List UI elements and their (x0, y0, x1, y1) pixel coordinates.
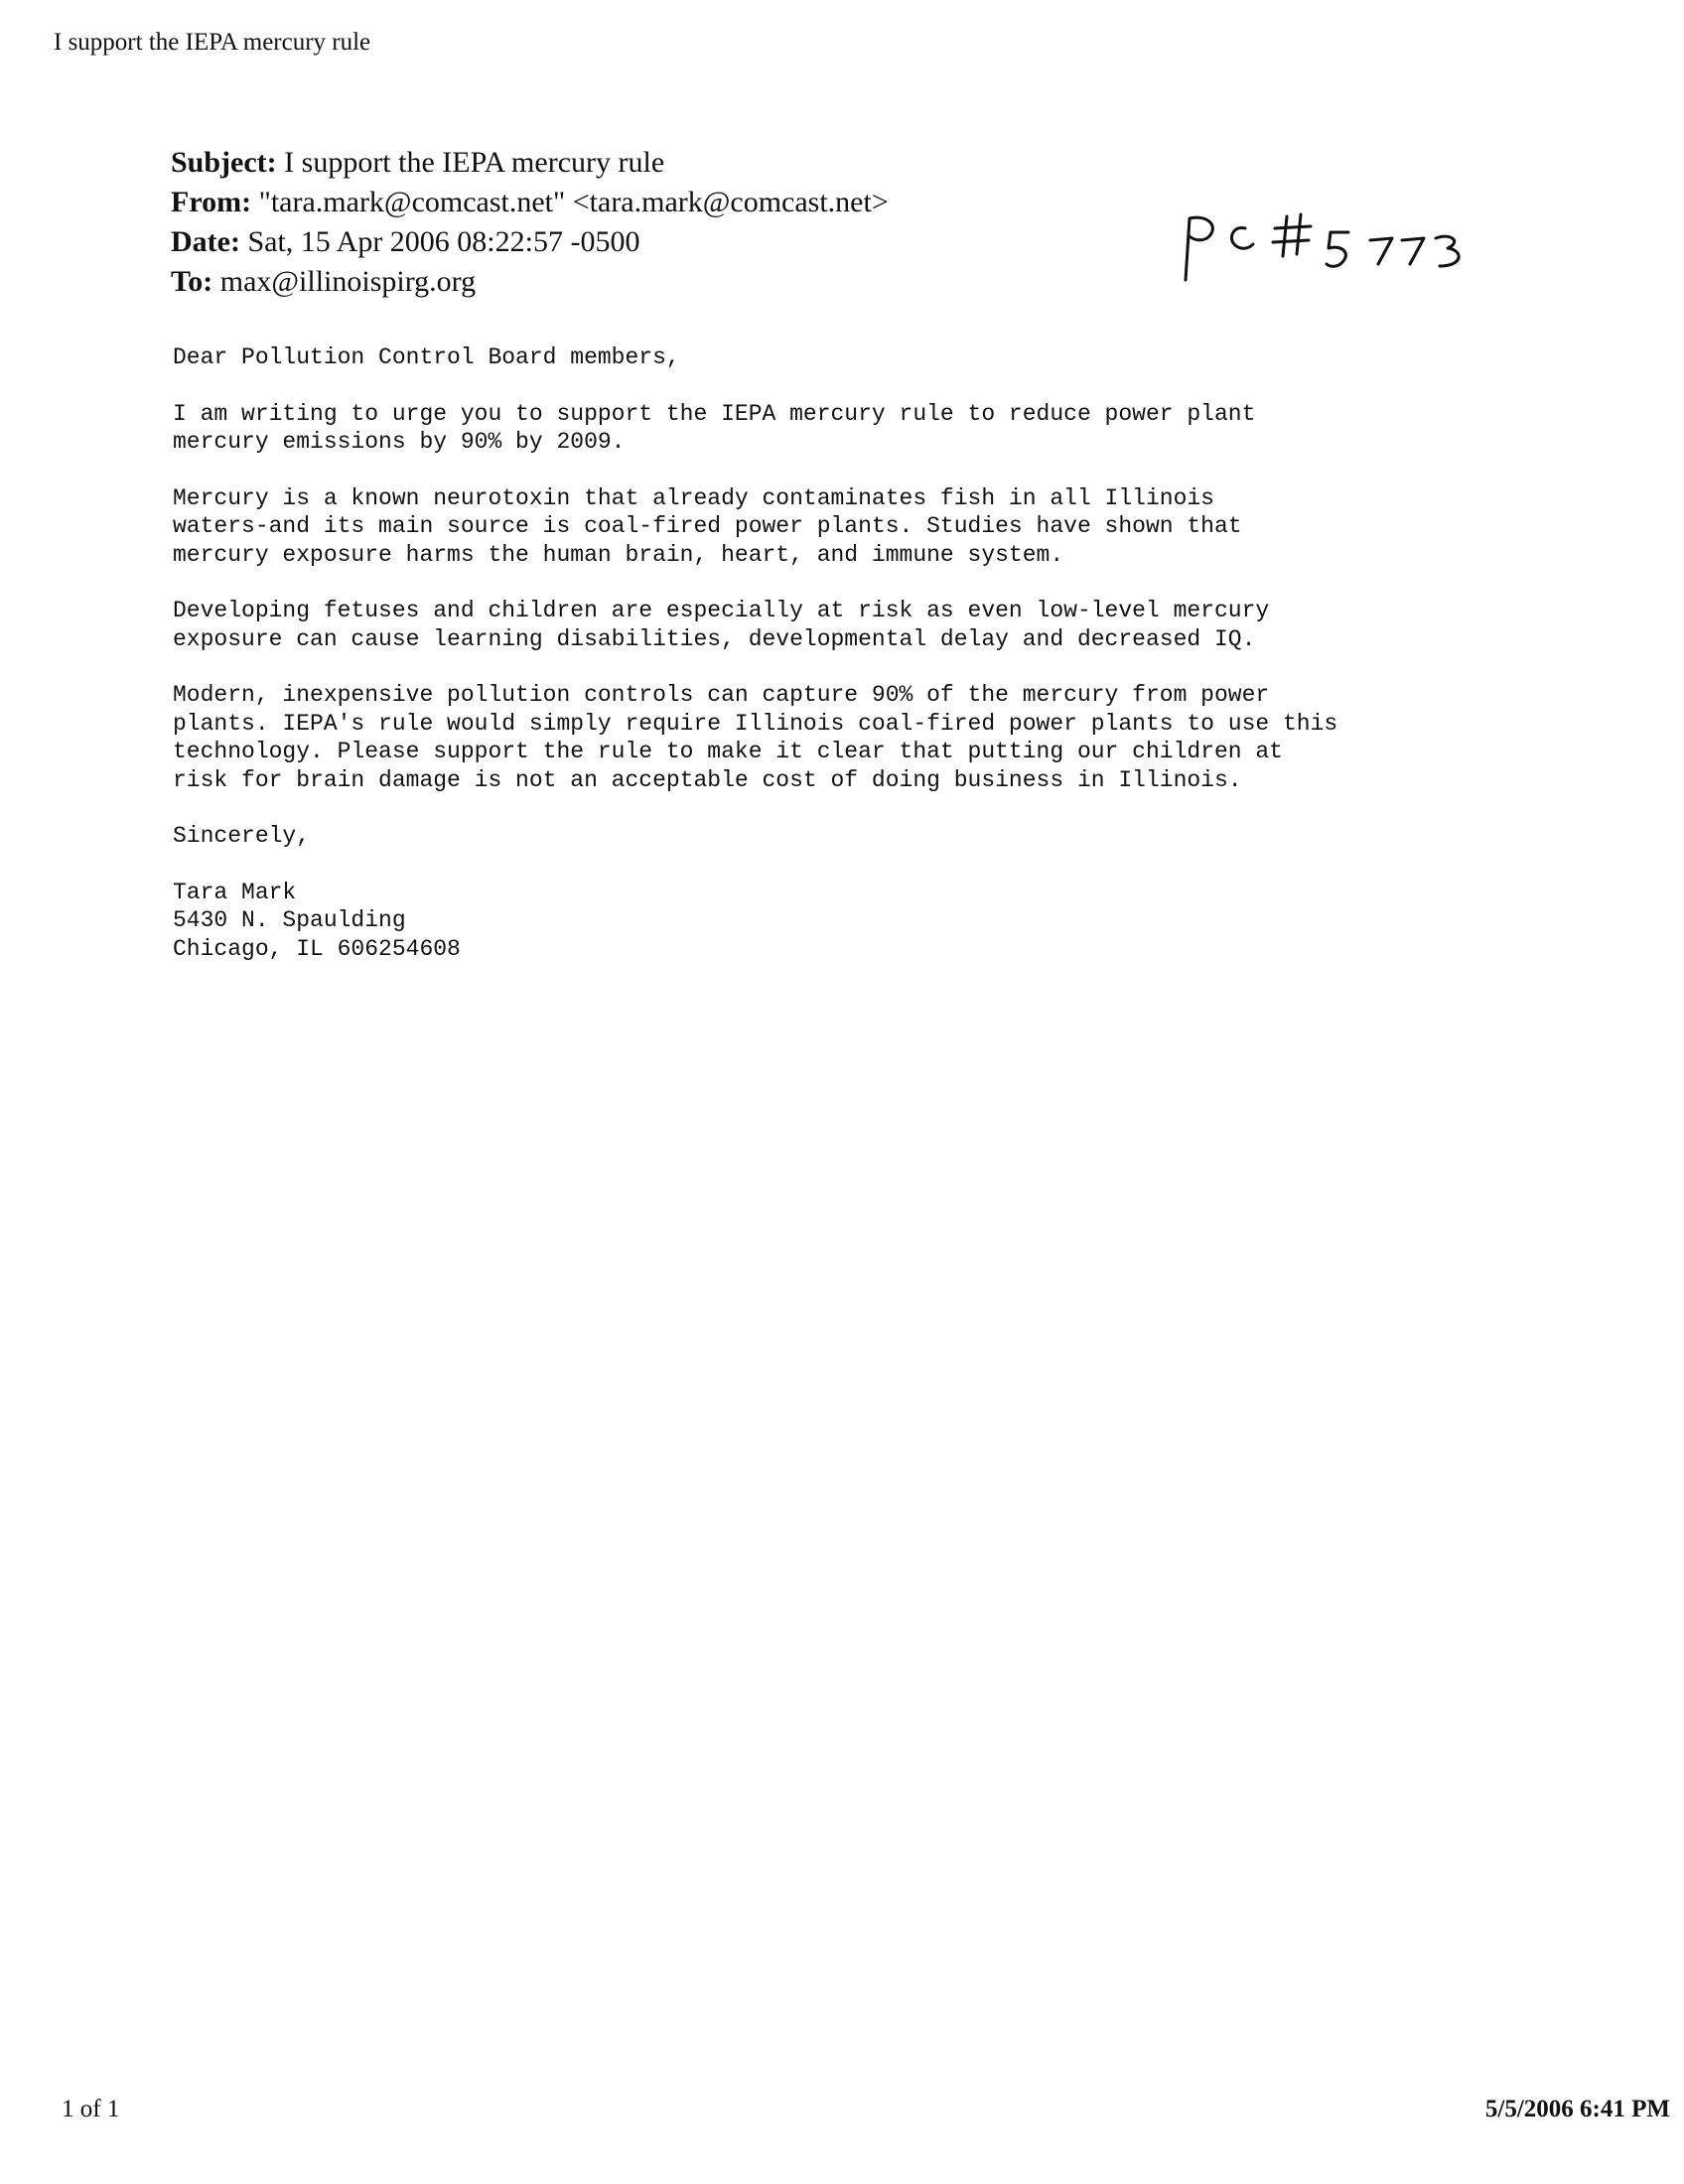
greeting: Dear Pollution Control Board members, (173, 344, 680, 370)
body-paragraph-1: I am writing to urge you to support the IEPA mercury rule to reduce power plant mercury emissions by 90% by 2009. (173, 400, 1256, 455)
page-count: 1 of 1 (62, 2096, 120, 2122)
date-value: Sat, 15 Apr 2006 08:22:57 -0500 (247, 225, 640, 258)
from-value: "tara.mark@comcast.net" <tara.mark@comcast.net> (258, 186, 889, 218)
print-timestamp: 5/5/2006 6:41 PM (1484, 2096, 1670, 2122)
from-row (171, 183, 889, 222)
subject-row (171, 143, 889, 183)
body-paragraph-3: Developing fetuses and children are especially at risk as even low-level mercury exposure can cause learning disabilities, developmental delay and decreased IQ. (173, 598, 1270, 652)
signature-name: Tara Mark (173, 879, 297, 905)
to-row (171, 262, 889, 302)
closing: Sincerely, (173, 823, 311, 849)
body-paragraph-2: Mercury is a known neurotoxin that already contaminates fish in all Illinois waters-and its main source is coal-fired power plants. Studies have shown that mercury exposure harms the human brain, heart, and immune system. (173, 484, 1242, 568)
date-row (171, 222, 889, 262)
email-header-block (171, 143, 889, 302)
signature-city: Chicago, IL 606254608 (173, 935, 461, 962)
email-body (173, 343, 1563, 963)
body-paragraph-4: Modern, inexpensive pollution controls can capture 90% of the mercury from power plants. IEPA's rule would simply require Illinois coal-fired power plants to use this technology. Please support the rule to make it clear that putting our children at risk for brain damage is not an acceptable cost of doing business in Illinois. (173, 682, 1338, 793)
date-label: Date: (171, 225, 240, 258)
handwritten-pc-number-stamp (1176, 210, 1533, 290)
subject-value: I support the IEPA mercury rule (284, 146, 665, 179)
to-value: max@illinoispirg.org (219, 265, 477, 298)
to-label: To: (171, 265, 213, 298)
signature-street: 5430 N. Spaulding (173, 907, 406, 933)
from-label: From: (171, 186, 252, 218)
subject-label: Subject: (171, 146, 277, 179)
page-header-title: I support the IEPA mercury rule (54, 29, 371, 56)
